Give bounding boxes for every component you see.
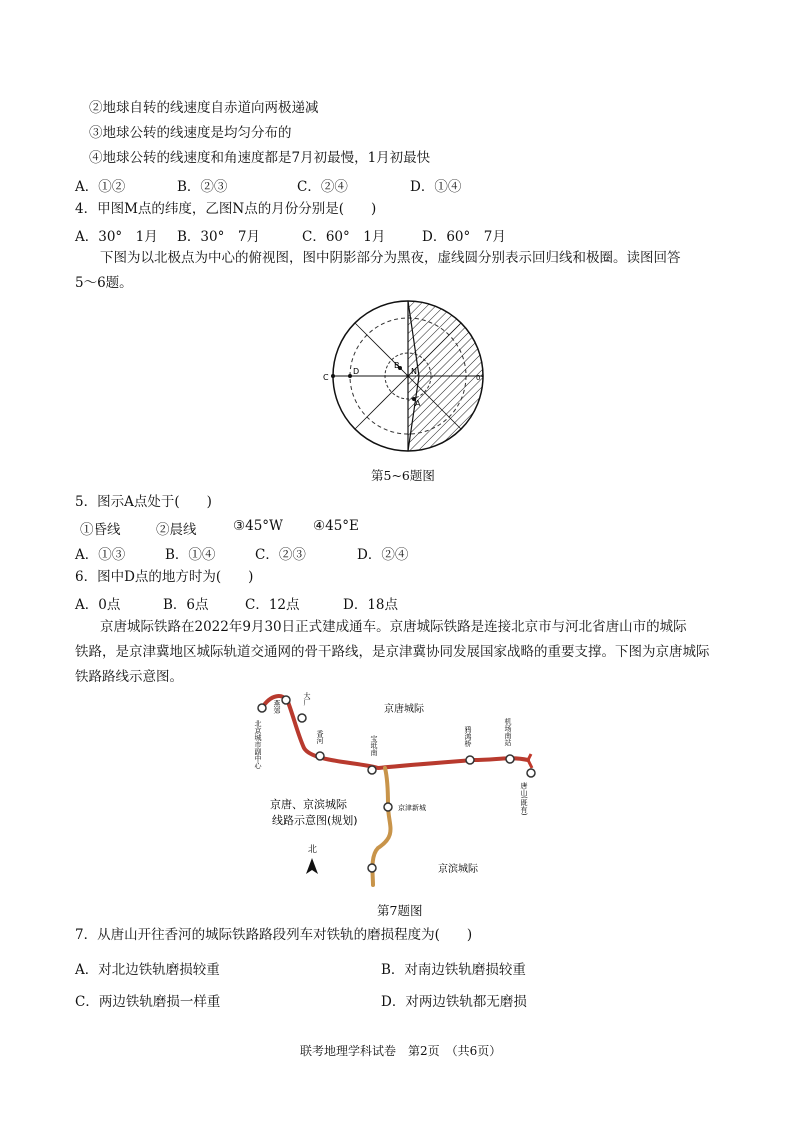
station-jiyangqiao bbox=[466, 756, 474, 764]
q5-option-c[interactable]: C．②③ bbox=[255, 547, 306, 563]
q5-item-2: ②晨线 bbox=[156, 522, 197, 538]
q3-option-b[interactable]: B．②③ bbox=[177, 179, 228, 195]
label-xianghe: 香河 bbox=[316, 730, 324, 744]
label-zero: 0° bbox=[476, 374, 484, 382]
q3-item-3: ③地球公转的线速度是均匀分布的 bbox=[89, 125, 292, 141]
label-a: A bbox=[415, 399, 421, 408]
figure-7 bbox=[248, 690, 548, 890]
q5-item-4: ④45°E bbox=[313, 518, 359, 534]
q5-stem: 5．图示A点处于( ) bbox=[75, 494, 212, 510]
q3-option-a[interactable]: A．①② bbox=[75, 179, 126, 195]
label-baodinan: 宝坻南 bbox=[370, 735, 378, 756]
label-b: B bbox=[394, 361, 400, 370]
q5-item-3: ③45°W bbox=[233, 518, 283, 534]
station-baodinan bbox=[368, 766, 376, 774]
north-arrow-icon bbox=[306, 858, 318, 874]
q7-option-b[interactable]: B．对南边铁轨磨损较重 bbox=[381, 962, 526, 978]
legend-title-2: 线路示意图(规划) bbox=[272, 814, 358, 827]
point-c bbox=[331, 374, 335, 378]
q4-stem: 4．甲图M点的纬度，乙图N点的月份分别是( ) bbox=[75, 201, 377, 217]
north-label: 北 bbox=[308, 845, 318, 855]
q6-option-b[interactable]: B．6点 bbox=[163, 597, 209, 613]
station-beijing bbox=[258, 704, 266, 712]
intro-7-line1: 京唐城际铁路在2022年9月30日正式建成通车。京唐城际铁路是连接北京市与河北省唐山市的城际 bbox=[100, 619, 687, 635]
q5-option-b[interactable]: B．①④ bbox=[165, 547, 216, 563]
label-jingbin-line: 京滨城际 bbox=[438, 864, 478, 875]
station-jichangnan bbox=[506, 755, 514, 763]
station-jinjinxincheng bbox=[384, 803, 392, 811]
label-d: D bbox=[353, 367, 360, 376]
q4-option-c[interactable]: C．60° 1月 bbox=[302, 229, 386, 245]
q7-stem: 7．从唐山开往香河的城际铁路路段列车对铁轨的磨损程度为( ) bbox=[75, 927, 473, 943]
q5-option-a[interactable]: A．①③ bbox=[75, 547, 126, 563]
label-jinjinxincheng: 京津新城 bbox=[398, 804, 426, 812]
intro-7-line2: 铁路，是京津冀地区城际轨道交通网的骨干路线，是京津冀协同发展国家战略的重要支撑。下图为京唐城际 bbox=[75, 644, 710, 660]
q5-item-1: ①昏线 bbox=[80, 522, 121, 538]
label-n: N bbox=[411, 367, 417, 376]
q3-option-d[interactable]: D．①④ bbox=[410, 179, 462, 195]
label-beijing: 北京城市副中心 bbox=[254, 720, 262, 769]
q4-option-d[interactable]: D．60° 7月 bbox=[422, 229, 506, 245]
q7-option-c[interactable]: C．两边铁轨磨损一样重 bbox=[75, 994, 221, 1010]
intro-5-6-line1: 下图为以北极点为中心的俯视图，图中阴影部分为黑夜，虚线圆分别表示回归线和极圈。读图回答 bbox=[100, 250, 681, 266]
q3-option-c[interactable]: C．②④ bbox=[297, 179, 348, 195]
figure-7-caption: 第7题图 bbox=[377, 903, 423, 918]
figure-5-6-caption: 第5~6题图 bbox=[371, 468, 435, 483]
station-beibuxinqu bbox=[368, 864, 376, 872]
intro-7-line3: 铁路路线示意图。 bbox=[75, 669, 183, 685]
label-dachang: 大厂 bbox=[303, 692, 311, 706]
q3-item-4: ④地球公转的线速度和角速度都是7月初最慢，1月初最快 bbox=[89, 150, 431, 166]
q5-option-d[interactable]: D．②④ bbox=[357, 547, 409, 563]
label-tangshan: 唐山(既有) bbox=[520, 782, 528, 816]
label-jingtang-line: 京唐城际 bbox=[384, 704, 424, 715]
label-yanjiao: 燕郊 bbox=[273, 700, 281, 714]
label-jiyangqiao: 鸦鸿桥 bbox=[464, 726, 472, 747]
q4-option-b[interactable]: B．30° 7月 bbox=[177, 229, 260, 245]
north-pole bbox=[406, 374, 409, 377]
legend-title-1: 京唐、京滨城际 bbox=[270, 798, 347, 811]
label-c: C bbox=[323, 373, 329, 382]
q3-item-2: ②地球自转的线速度自赤道向两极递减 bbox=[89, 100, 319, 116]
q6-option-a[interactable]: A．0点 bbox=[75, 597, 121, 613]
label-jichangnanzhan: 机场南站 bbox=[504, 718, 512, 746]
jingtang-tip bbox=[528, 754, 532, 768]
intro-5-6-line2: 5～6题。 bbox=[75, 275, 133, 291]
q6-stem: 6．图中D点的地方时为( ) bbox=[75, 569, 254, 585]
figure-5-6 bbox=[318, 296, 493, 456]
station-tangshan bbox=[527, 769, 535, 777]
q6-option-d[interactable]: D．18点 bbox=[343, 597, 399, 613]
q7-option-a[interactable]: A．对北边铁轨磨损较重 bbox=[75, 962, 220, 978]
q6-option-c[interactable]: C．12点 bbox=[245, 597, 300, 613]
point-d bbox=[348, 374, 352, 378]
page-footer: 联考地理学科试卷 第2页 （共6页） bbox=[300, 1044, 502, 1058]
station-dachang bbox=[298, 714, 306, 722]
station-xianghe bbox=[316, 752, 324, 760]
q7-option-d[interactable]: D．对两边铁轨都无磨损 bbox=[381, 994, 527, 1010]
station-yanjiao bbox=[282, 696, 290, 704]
q4-option-a[interactable]: A．30° 1月 bbox=[75, 229, 158, 245]
